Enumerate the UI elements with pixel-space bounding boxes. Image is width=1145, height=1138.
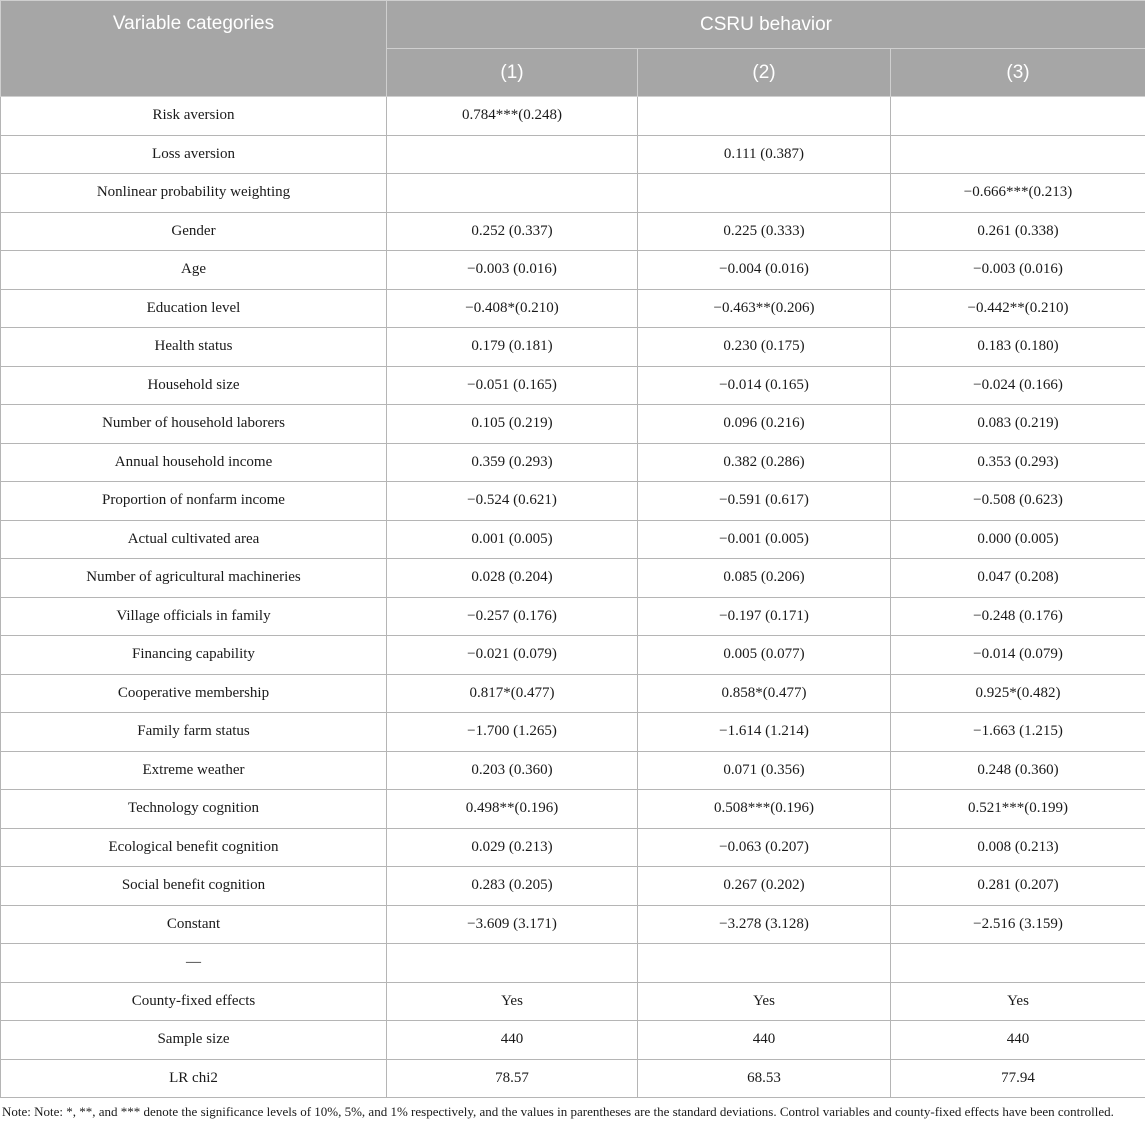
coefficient-cell-3: 0.008 (0.213) bbox=[891, 828, 1145, 867]
coefficient-cell-2: 0.858*(0.477) bbox=[638, 674, 891, 713]
table-note: Note: Note: *, **, and *** denote the significance levels of 10%, 5%, and 1% respectively, and the values in parentheses are the standard deviations. Control variables and county-fixed effects have been controlled. bbox=[2, 1104, 1114, 1119]
coefficient-cell-2: 0.230 (0.175) bbox=[638, 328, 891, 367]
coefficient-cell-1: 0.203 (0.360) bbox=[387, 751, 638, 790]
table-row bbox=[1, 905, 1145, 944]
row-label: Ecological benefit cognition bbox=[1, 828, 387, 867]
coefficient-cell-3: 0.521***(0.199) bbox=[891, 790, 1145, 829]
row-label: Social benefit cognition bbox=[1, 867, 387, 906]
coefficient-cell-2 bbox=[638, 97, 891, 136]
table-row bbox=[1, 212, 1145, 251]
coefficient-cell-3: −0.024 (0.166) bbox=[891, 366, 1145, 405]
table-row bbox=[1, 559, 1145, 598]
table-row bbox=[1, 405, 1145, 444]
coefficient-cell-3: 0.000 (0.005) bbox=[891, 520, 1145, 559]
table-row bbox=[1, 790, 1145, 829]
coefficient-cell-3: 77.94 bbox=[891, 1059, 1145, 1098]
coefficient-cell-2: Yes bbox=[638, 982, 891, 1021]
table-row bbox=[1, 713, 1145, 752]
coefficient-cell-2 bbox=[638, 174, 891, 213]
row-label: Annual household income bbox=[1, 443, 387, 482]
coefficient-cell-1 bbox=[387, 135, 638, 174]
coefficient-cell-3: −0.508 (0.623) bbox=[891, 482, 1145, 521]
coefficient-cell-3: 0.083 (0.219) bbox=[891, 405, 1145, 444]
coefficient-cell-1: 0.028 (0.204) bbox=[387, 559, 638, 598]
coefficient-cell-2: 0.508***(0.196) bbox=[638, 790, 891, 829]
coefficient-cell-3 bbox=[891, 135, 1145, 174]
row-label: Education level bbox=[1, 289, 387, 328]
coefficient-cell-3 bbox=[891, 944, 1145, 983]
coefficient-cell-3: −1.663 (1.215) bbox=[891, 713, 1145, 752]
row-label: Gender bbox=[1, 212, 387, 251]
row-label: Constant bbox=[1, 905, 387, 944]
row-label: Health status bbox=[1, 328, 387, 367]
row-label: Sample size bbox=[1, 1021, 387, 1060]
coefficient-cell-3: −2.516 (3.159) bbox=[891, 905, 1145, 944]
row-label: Extreme weather bbox=[1, 751, 387, 790]
row-label: Household size bbox=[1, 366, 387, 405]
coefficient-cell-1: 0.359 (0.293) bbox=[387, 443, 638, 482]
coefficient-cell-2: −0.591 (0.617) bbox=[638, 482, 891, 521]
coefficient-cell-3: −0.248 (0.176) bbox=[891, 597, 1145, 636]
coefficient-cell-1: 0.105 (0.219) bbox=[387, 405, 638, 444]
coefficient-cell-1: 0.252 (0.337) bbox=[387, 212, 638, 251]
coefficient-cell-2: 68.53 bbox=[638, 1059, 891, 1098]
table-row bbox=[1, 1059, 1145, 1098]
coefficient-cell-2: 0.096 (0.216) bbox=[638, 405, 891, 444]
coefficient-cell-2: −0.197 (0.171) bbox=[638, 597, 891, 636]
coefficient-cell-2: −0.014 (0.165) bbox=[638, 366, 891, 405]
table-row bbox=[1, 944, 1145, 983]
coefficient-cell-3: 0.925*(0.482) bbox=[891, 674, 1145, 713]
coefficient-cell-3: 0.183 (0.180) bbox=[891, 328, 1145, 367]
table-row bbox=[1, 597, 1145, 636]
coefficient-cell-1: 0.029 (0.213) bbox=[387, 828, 638, 867]
table-row bbox=[1, 366, 1145, 405]
coefficient-cell-1: −0.003 (0.016) bbox=[387, 251, 638, 290]
coefficient-cell-1: 0.283 (0.205) bbox=[387, 867, 638, 906]
coefficient-cell-3: −0.003 (0.016) bbox=[891, 251, 1145, 290]
row-label: Number of household laborers bbox=[1, 405, 387, 444]
coefficient-cell-3: 0.248 (0.360) bbox=[891, 751, 1145, 790]
row-label: — bbox=[1, 944, 387, 983]
coefficient-cell-2 bbox=[638, 944, 891, 983]
row-label: Family farm status bbox=[1, 713, 387, 752]
coefficient-cell-2: −3.278 (3.128) bbox=[638, 905, 891, 944]
coefficient-cell-1: 440 bbox=[387, 1021, 638, 1060]
row-label: Nonlinear probability weighting bbox=[1, 174, 387, 213]
coefficient-cell-2: −0.001 (0.005) bbox=[638, 520, 891, 559]
coefficient-cell-1: −0.051 (0.165) bbox=[387, 366, 638, 405]
table-row bbox=[1, 174, 1145, 213]
coefficient-cell-2: 0.225 (0.333) bbox=[638, 212, 891, 251]
coefficient-cell-1: 0.817*(0.477) bbox=[387, 674, 638, 713]
header-column-1: (1) bbox=[387, 49, 638, 97]
table-row bbox=[1, 828, 1145, 867]
table-row bbox=[1, 482, 1145, 521]
coefficient-cell-3 bbox=[891, 97, 1145, 136]
row-label: Proportion of nonfarm income bbox=[1, 482, 387, 521]
coefficient-cell-2: −0.063 (0.207) bbox=[638, 828, 891, 867]
coefficient-cell-1: Yes bbox=[387, 982, 638, 1021]
coefficient-cell-2: 0.005 (0.077) bbox=[638, 636, 891, 675]
table-row bbox=[1, 636, 1145, 675]
coefficient-cell-2: 0.085 (0.206) bbox=[638, 559, 891, 598]
header-column-2: (2) bbox=[638, 49, 891, 97]
row-label: Loss aversion bbox=[1, 135, 387, 174]
coefficient-cell-1 bbox=[387, 174, 638, 213]
coefficient-cell-1: 0.784***(0.248) bbox=[387, 97, 638, 136]
coefficient-cell-1: −3.609 (3.171) bbox=[387, 905, 638, 944]
coefficient-cell-2: 0.267 (0.202) bbox=[638, 867, 891, 906]
coefficient-cell-3: −0.014 (0.079) bbox=[891, 636, 1145, 675]
coefficient-cell-2: 0.382 (0.286) bbox=[638, 443, 891, 482]
row-label: Village officials in family bbox=[1, 597, 387, 636]
table-row bbox=[1, 751, 1145, 790]
row-label: Actual cultivated area bbox=[1, 520, 387, 559]
table-row bbox=[1, 328, 1145, 367]
coefficient-cell-1: −0.257 (0.176) bbox=[387, 597, 638, 636]
table-header bbox=[1, 1, 1145, 97]
row-label: Risk aversion bbox=[1, 97, 387, 136]
table-row bbox=[1, 97, 1145, 136]
coefficient-cell-1: 78.57 bbox=[387, 1059, 638, 1098]
coefficient-cell-3: 0.047 (0.208) bbox=[891, 559, 1145, 598]
coefficient-cell-1: −0.408*(0.210) bbox=[387, 289, 638, 328]
coefficient-cell-2: −0.463**(0.206) bbox=[638, 289, 891, 328]
coefficient-cell-1: −0.021 (0.079) bbox=[387, 636, 638, 675]
coefficient-cell-2: 440 bbox=[638, 1021, 891, 1060]
table-row bbox=[1, 982, 1145, 1021]
coefficient-cell-3: −0.666***(0.213) bbox=[891, 174, 1145, 213]
table-row bbox=[1, 520, 1145, 559]
row-label: Cooperative membership bbox=[1, 674, 387, 713]
coefficient-cell-1: −0.524 (0.621) bbox=[387, 482, 638, 521]
coefficient-cell-1 bbox=[387, 944, 638, 983]
coefficient-cell-3: 0.281 (0.207) bbox=[891, 867, 1145, 906]
header-variable-categories: Variable categories bbox=[1, 1, 387, 97]
coefficient-cell-1: 0.179 (0.181) bbox=[387, 328, 638, 367]
table-row bbox=[1, 135, 1145, 174]
coefficient-cell-3: Yes bbox=[891, 982, 1145, 1021]
table-body bbox=[1, 97, 1145, 1098]
coefficient-cell-2: −1.614 (1.214) bbox=[638, 713, 891, 752]
coefficient-cell-3: 0.261 (0.338) bbox=[891, 212, 1145, 251]
coefficient-cell-1: −1.700 (1.265) bbox=[387, 713, 638, 752]
coefficient-cell-2: −0.004 (0.016) bbox=[638, 251, 891, 290]
row-label: Technology cognition bbox=[1, 790, 387, 829]
coefficient-cell-1: 0.498**(0.196) bbox=[387, 790, 638, 829]
row-label: Age bbox=[1, 251, 387, 290]
table-row bbox=[1, 251, 1145, 290]
coefficient-cell-1: 0.001 (0.005) bbox=[387, 520, 638, 559]
table-row bbox=[1, 867, 1145, 906]
table-row bbox=[1, 1021, 1145, 1060]
table-row bbox=[1, 289, 1145, 328]
header-column-3: (3) bbox=[891, 49, 1145, 97]
table-row bbox=[1, 674, 1145, 713]
coefficient-cell-3: 440 bbox=[891, 1021, 1145, 1060]
coefficient-cell-2: 0.071 (0.356) bbox=[638, 751, 891, 790]
row-label: County-fixed effects bbox=[1, 982, 387, 1021]
table-row bbox=[1, 443, 1145, 482]
header-csru-behavior: CSRU behavior bbox=[387, 1, 1145, 49]
row-label: LR chi2 bbox=[1, 1059, 387, 1098]
coefficient-cell-3: 0.353 (0.293) bbox=[891, 443, 1145, 482]
coefficient-cell-3: −0.442**(0.210) bbox=[891, 289, 1145, 328]
row-label: Financing capability bbox=[1, 636, 387, 675]
row-label: Number of agricultural machineries bbox=[1, 559, 387, 598]
coefficient-cell-2: 0.111 (0.387) bbox=[638, 135, 891, 174]
